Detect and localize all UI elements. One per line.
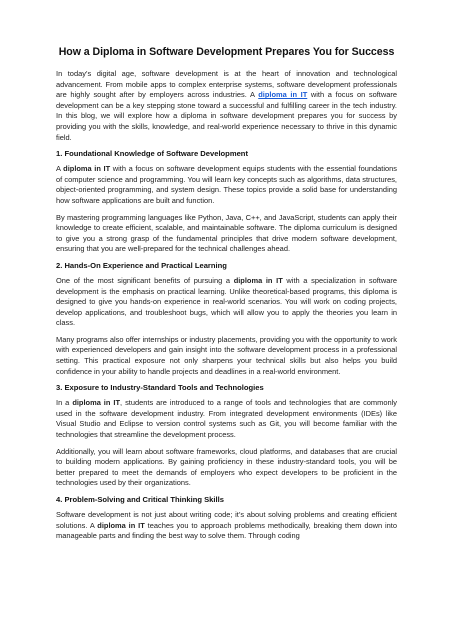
- section-4-paragraph-1: [56, 510, 397, 542]
- text-span: with a specialization in software development is the emphasis on practical learning. Unlike theoretical-based programs, this diploma is designed to give you hands-on experience in real-world scenarios. You will work on coding projects, develop applications, and troubleshoot bugs, which will allow you to apply the theories you learn in class.: [56, 275, 397, 328]
- text-span: teaches you to approach problems methodically, breaking them down into manageable parts and finding the best way to solve them. Through coding: [56, 520, 397, 541]
- section-1-heading: 1. Foundational Knowledge of Software Development: [56, 149, 248, 159]
- keyword-bold: diploma in IT: [233, 275, 283, 285]
- section-3-heading: 3. Exposure to Industry-Standard Tools and Technologies: [56, 383, 264, 393]
- text-span: A: [56, 164, 64, 174]
- intro-paragraph: [56, 69, 397, 143]
- text-span: Software development is not just about writing code; it’s about solving problems and creating efficient solutions. A: [56, 510, 397, 530]
- text-span: , students are introduced to a range of tools and technologies that are commonly used in the software development industry. From integrated development environments (IDEs) like Visual Studio and Eclipse to version control systems such as Git, you will become familiar with the technologies that streamline the development process.: [56, 398, 397, 440]
- section-2-heading: 2. Hands-On Experience and Practical Learning: [56, 260, 227, 270]
- text-span: One of the most significant benefits of pursuing a: [56, 275, 234, 285]
- text-span: In a: [56, 398, 73, 408]
- section-3-paragraph-2: Additionally, you will learn about software frameworks, cloud platforms, and databases that are crucial to building modern applications. By gaining proficiency in these industry-standard tools, you will be better prepared to meet the demands of employers who expect developers to be proficient in the technologies used by their organizations.: [56, 446, 397, 488]
- section-1-paragraph-2: By mastering programming languages like Python, Java, C++, and JavaScript, students can apply their knowledge to create efficient, scalable, and maintainable software. The diploma curriculum is designed to give you a strong grasp of the fundamental principles that drive modern software development, ensuring that you are well-prepared for the technical challenges ahead.: [56, 212, 397, 254]
- document-title: How a Diploma in Software Development Prepares You for Success: [58, 46, 395, 58]
- intro-text-before: In today’s digital age, software development is at the heart of innovation and technological advancement. From mobile apps to complex enterprise systems, software development professionals are highly sought after by employers across industries. A: [56, 69, 397, 100]
- diploma-in-it-link[interactable]: diploma in IT: [258, 90, 308, 100]
- keyword-bold: diploma in IT: [72, 398, 121, 408]
- section-2-paragraph-2: Many programs also offer internships or industry placements, providing you with the opportunity to work with experienced developers and gain insight into the software development process in a professional setting. This practical exposure not only sharpens your technical skills but also helps you build confidence in your ability to handle projects and deadlines in a real-world environment.: [56, 334, 397, 376]
- section-2-paragraph-1: [56, 276, 397, 329]
- keyword-bold: diploma in IT: [63, 164, 111, 174]
- section-3-paragraph-1: [56, 398, 397, 440]
- intro-text-after: with a focus on software development can be a key stepping stone toward a successful and fulfilling career in the tech industry. In this blog, we will explore how a diploma in software development prepares you for success by providing you with the skills, knowledge, and real-world experience necessary to thrive in this dynamic field.: [56, 90, 397, 142]
- section-1-paragraph-1: [56, 164, 397, 206]
- section-4-heading: 4. Problem-Solving and Critical Thinking Skills: [56, 495, 224, 504]
- keyword-bold: diploma in IT: [97, 520, 145, 530]
- text-span: with a focus on software development equips students with the essential foundations of computer science and programming. You will learn key concepts such as algorithms, data structures, object-oriented programming, and system design. These topics provide a solid base for understanding how software applications are built and function.: [56, 164, 397, 205]
